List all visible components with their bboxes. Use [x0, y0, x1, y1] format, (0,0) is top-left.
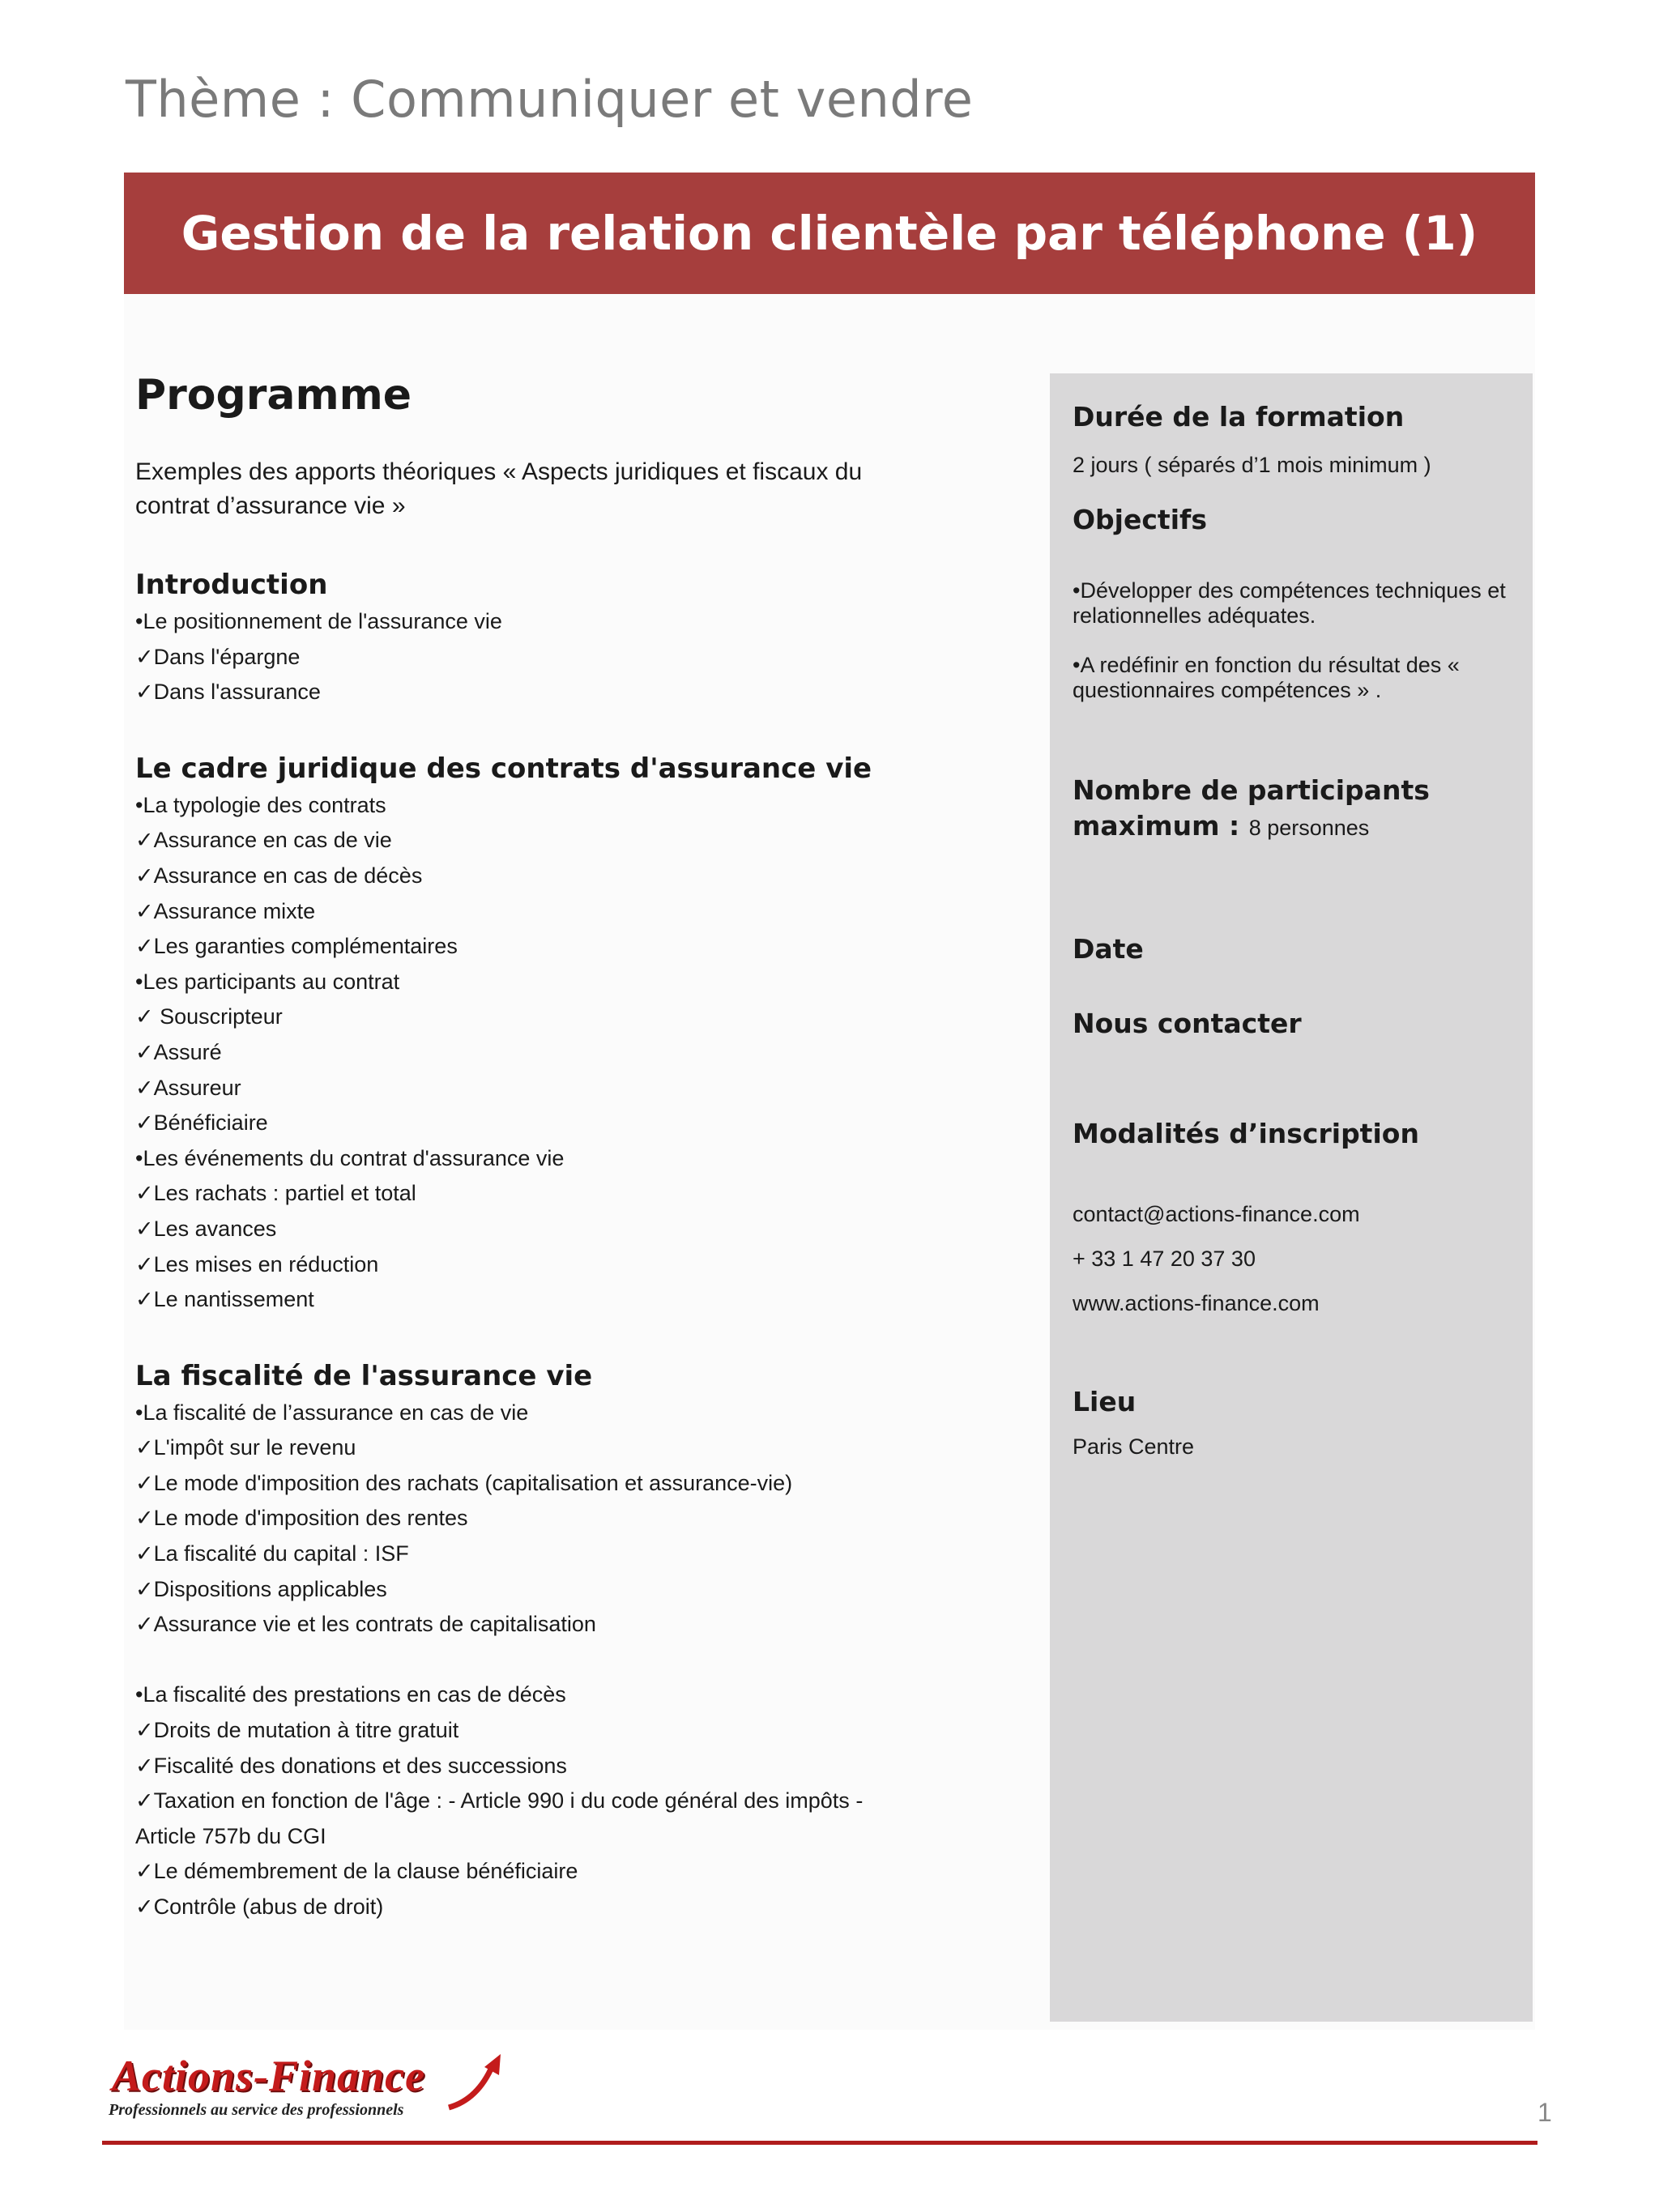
list-item: ✓L'impôt sur le revenu — [135, 1435, 356, 1460]
list-item: ✓Assuré — [135, 1039, 222, 1064]
section-title: La fiscalité de l'assurance vie — [135, 1359, 593, 1392]
section-title: Introduction — [135, 569, 328, 601]
list-item: ✓Fiscalité des donations et des successions — [135, 1753, 567, 1778]
programme-column — [135, 371, 913, 1967]
list-item: •Les événements du contrat d'assurance vie — [135, 1145, 565, 1170]
list-item: •La typologie des contrats — [135, 792, 386, 817]
list-item: ✓Dispositions applicables — [135, 1576, 387, 1601]
theme-heading: Thème : Communiquer et vendre — [126, 70, 974, 129]
list-item: ✓Les garanties complémentaires — [135, 934, 458, 959]
list-item: ✓Le nantissement — [135, 1287, 314, 1312]
programme-section — [135, 569, 913, 710]
list-item: ✓Les rachats : partiel et total — [135, 1181, 416, 1206]
footer-divider — [102, 2141, 1537, 2145]
list-item: ✓Le démembrement de la clause bénéficiaire — [135, 1859, 578, 1884]
list-item: ✓Assurance en cas de vie — [135, 828, 392, 853]
list-item: ✓Le mode d'imposition des rachats (capitalisation et assurance-vie) — [135, 1470, 793, 1495]
logo-tagline: Professionnels au service des professionnels — [109, 2101, 404, 2119]
contact-email[interactable]: contact@actions-finance.com — [1073, 1202, 1360, 1226]
objectif-item: •A redéfinir en fonction du résultat des « questionnaires compétences » . — [1073, 653, 1460, 702]
programme-intro: Exemples des apports théoriques « Aspects juridiques et fiscaux du contrat d’assurance vie » — [135, 458, 863, 519]
list-item: ✓Taxation en fonction de l'âge : - Article 990 i du code général des impôts - Article 757b du CGI — [135, 1788, 868, 1848]
contact-title: Nous contacter — [1073, 1008, 1302, 1039]
list-item: ✓ Souscripteur — [135, 1004, 283, 1029]
participants-block — [1073, 773, 1526, 846]
list-item: ✓Contrôle (abus de droit) — [135, 1894, 384, 1919]
list-item: ✓Assurance en cas de décès — [135, 863, 423, 888]
contact-website[interactable]: www.actions-finance.com — [1073, 1291, 1320, 1315]
list-item: ✓Les avances — [135, 1216, 277, 1241]
participants-value: 8 personnes — [1248, 816, 1370, 840]
list-item: ✓Les mises en réduction — [135, 1251, 379, 1276]
objectif-item: •Développer des compétences techniques et relationnelles adéquates. — [1073, 578, 1506, 628]
participants-title: Nombre de participants maximum : — [1073, 774, 1430, 842]
course-title: Gestion de la relation clientèle par téléphone (1) — [181, 206, 1478, 261]
programme-section — [135, 1360, 913, 1925]
duree-title: Durée de la formation — [1073, 401, 1405, 433]
list-item: •La fiscalité des prestations en cas de décès — [135, 1682, 566, 1707]
list-item: ✓Dans l'épargne — [135, 644, 301, 669]
page-number: 1 — [1537, 2098, 1552, 2127]
company-logo — [105, 2051, 510, 2132]
list-item: •Les participants au contrat — [135, 969, 400, 994]
list-item: ✓Bénéficiaire — [135, 1110, 268, 1136]
lieu-value: Paris Centre — [1073, 1434, 1195, 1459]
list-item: ✓Assurance mixte — [135, 898, 316, 923]
section-title: Le cadre juridique des contrats d'assurance vie — [135, 752, 872, 785]
programme-sections — [135, 569, 913, 1925]
objectifs-title: Objectifs — [1073, 504, 1208, 535]
date-title: Date — [1073, 933, 1144, 965]
lieu-title: Lieu — [1073, 1386, 1137, 1417]
programme-section — [135, 752, 913, 1318]
list-spacer — [135, 1643, 913, 1678]
list-item: ✓Droits de mutation à titre gratuit — [135, 1718, 459, 1743]
list-item: ✓Le mode d'imposition des rentes — [135, 1506, 468, 1531]
list-item: ✓La fiscalité du capital : ISF — [135, 1541, 409, 1566]
contact-phone: + 33 1 47 20 37 30 — [1073, 1247, 1256, 1271]
duree-value: 2 jours ( séparés d’1 mois minimum ) — [1073, 453, 1431, 477]
logo-name: Actions-Finance — [112, 2052, 426, 2100]
logo-arrow-icon — [446, 2051, 510, 2116]
programme-title: Programme — [135, 371, 412, 420]
modalites-title: Modalités d’inscription — [1073, 1118, 1419, 1149]
info-sidebar — [1050, 373, 1533, 2022]
list-item: ✓Assureur — [135, 1075, 241, 1100]
list-item: •Le positionnement de l'assurance vie — [135, 609, 502, 633]
list-item: ✓Assurance vie et les contrats de capitalisation — [135, 1612, 596, 1637]
list-item: ✓Dans l'assurance — [135, 680, 321, 705]
course-title-banner — [124, 173, 1535, 294]
list-item: •La fiscalité de l’assurance en cas de vie — [135, 1400, 529, 1425]
